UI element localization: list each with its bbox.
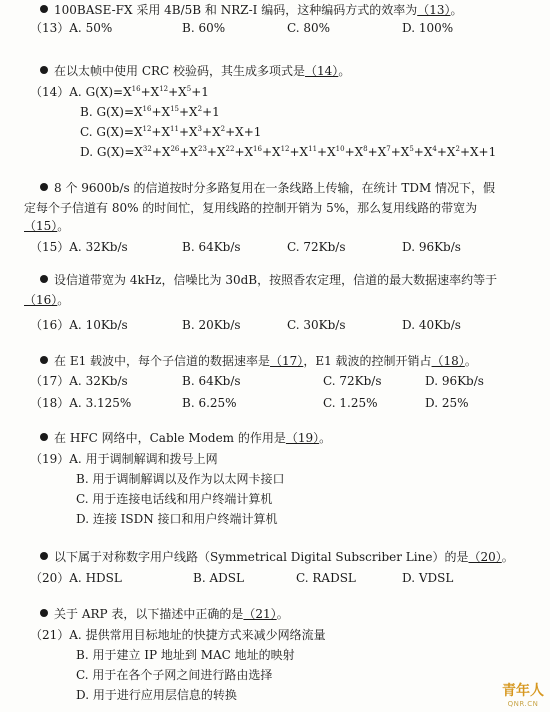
option-d: D. 96Kb/s (402, 240, 461, 254)
blank-18: （18） (431, 354, 465, 368)
question-16-options (0, 316, 550, 335)
question-21-options (0, 625, 550, 705)
option-b: B. 6.25% (182, 396, 237, 410)
poly-exponent: 11 (170, 125, 179, 133)
option-d: D. 96Kb/s (425, 374, 484, 388)
bullet-icon (40, 356, 48, 364)
poly-term: +X (413, 145, 433, 159)
poly-exponent: 22 (225, 145, 235, 153)
blank-17: （17） (270, 354, 304, 368)
question-13-options (0, 19, 550, 38)
poly-exponent: 10 (335, 145, 345, 153)
poly-exponent: 11 (308, 145, 318, 153)
poly-exponent: 2 (220, 125, 226, 133)
question-20-options (0, 569, 550, 588)
option-d: D. $G(X)=X^{32}+X^{26}+X^{23}+X^{22}+X^{16}+X^{12}+X^{11}+X^{10}+X^8+X^7+X^5+X^4+X^2+X+1$ (80, 145, 497, 159)
poly-exponent: 15 (170, 105, 179, 113)
option-b: B. 20Kb/s (182, 318, 241, 332)
poly-term: +X (178, 125, 198, 139)
poly-exponent: 5 (409, 145, 414, 153)
question-17-options (0, 372, 550, 391)
question-15-stem-line1: 8 个 9600b/s 的信道按时分多路复用在一条线路上传输，在统计 TDM 情况下，假 (40, 180, 550, 197)
poly-exponent: 4 (432, 145, 437, 153)
watermark-logo (502, 680, 544, 708)
poly-term: +X (179, 105, 198, 119)
blank-14: （14） (305, 64, 339, 78)
option-a: （20）A. HDSL (30, 571, 122, 585)
bullet-icon (40, 275, 48, 283)
question-19-stem: 在 HFC 网络中，Cable Modem 的作用是（19）。 (40, 430, 550, 447)
bullet-icon (40, 5, 48, 13)
option-d: D. 40Kb/s (402, 318, 461, 332)
poly-term: +X (344, 145, 364, 159)
blank-20: （20） (468, 550, 502, 564)
poly-exponent: 12 (142, 125, 152, 133)
question-16-stem-line2: （16）。 (24, 293, 70, 307)
polynomial-b (134, 105, 220, 119)
option-c: C. 80% (287, 21, 331, 35)
poly-exponent: 26 (170, 145, 180, 153)
poly-term: +X (179, 145, 198, 159)
watermark-text: 青年人 (502, 683, 544, 699)
question-13 (0, 2, 550, 38)
option-b: B. 用于调制解调以及作为以太网卡接口 (76, 472, 285, 486)
option-c: C. RADSL (296, 571, 356, 585)
blank-16: （16） (24, 293, 58, 307)
polynomial-d (134, 145, 496, 159)
poly-exponent: 2 (197, 105, 203, 113)
option-c: C. 72Kb/s (323, 374, 382, 388)
option-a: （19）A. 用于调制解调和拨号上网 (30, 452, 218, 466)
poly-term: +X (151, 145, 171, 159)
question-15-stem-line3: （15）。 (24, 219, 70, 233)
bullet-icon (40, 552, 48, 560)
option-c: C. 30Kb/s (287, 318, 346, 332)
poly-exponent: 23 (197, 145, 207, 153)
question-19 (0, 430, 550, 529)
option-a: （14）A. $G(X)=X^{16}+X^{12}+X^5+1$ (30, 85, 209, 99)
blank-21: （21） (243, 607, 277, 621)
poly-exponent: 16 (131, 85, 141, 93)
poly-exponent: 16 (253, 145, 262, 153)
question-14-stem: 在以太帧中使用 CRC 校验码，其生成多项式是（14）。 (40, 63, 550, 80)
polynomial-a (123, 85, 209, 99)
question-18-options (0, 394, 550, 413)
polynomial-c (134, 125, 261, 139)
option-d: D. VDSL (402, 571, 454, 585)
poly-term: +X+1 (225, 125, 262, 139)
poly-term: X (133, 125, 143, 139)
poly-term: +X (206, 145, 226, 159)
blank-19: （19） (285, 431, 320, 445)
poly-term: +X (168, 85, 187, 99)
question-15-stem-line2: 定每个子信道有 80% 的时间忙，复用线路的控制开销为 5%，那么复用线路的带宽为 (24, 201, 478, 215)
blank-13: （13） (417, 3, 451, 17)
question-21 (0, 606, 550, 705)
option-a: （15）A. 32Kb/s (30, 240, 128, 254)
question-20 (0, 549, 550, 588)
bullet-icon (40, 183, 48, 191)
poly-term: +X (289, 145, 309, 159)
question-17-18 (0, 353, 550, 413)
question-15 (0, 180, 550, 257)
poly-term: +X (151, 105, 171, 119)
poly-exponent: 32 (142, 145, 152, 153)
poly-term: +1 (191, 85, 209, 99)
poly-term: X (123, 85, 132, 99)
poly-exponent: 7 (386, 145, 391, 153)
poly-term: X (134, 145, 143, 159)
option-a: （16）A. 10Kb/s (30, 318, 128, 332)
poly-exponent: 12 (280, 145, 290, 153)
option-a: （13）A. 50% (30, 21, 113, 35)
option-d: D. 25% (425, 396, 469, 410)
option-c: C. 72Kb/s (287, 240, 346, 254)
question-14 (0, 63, 550, 162)
option-b: B. ADSL (193, 571, 244, 585)
option-c: C. 用于在各个子网之间进行路由选择 (76, 668, 273, 682)
poly-term: +X (367, 145, 387, 159)
question-14-options (0, 82, 550, 162)
poly-exponent: 16 (142, 105, 152, 113)
question-21-stem: 关于 ARP 表，以下描述中正确的是（21）。 (40, 606, 550, 623)
poly-term: +X+1 (459, 145, 497, 159)
watermark-url: QNR.CN (507, 700, 539, 708)
poly-term: +X (390, 145, 410, 159)
question-15-options (0, 238, 550, 257)
option-a: （17）A. 32Kb/s (30, 374, 128, 388)
option-d: D. 连接 ISDN 接口和用户终端计算机 (76, 512, 278, 526)
option-b: B. 64Kb/s (182, 374, 241, 388)
poly-term: +X (317, 145, 336, 159)
poly-term: +X (140, 85, 160, 99)
option-b: B. 64Kb/s (182, 240, 241, 254)
option-b: B. $G(X)=X^{16}+X^{15}+X^2+1$ (80, 105, 220, 119)
option-c: C. 用于连接电话线和用户终端计算机 (76, 492, 273, 506)
poly-term: X (134, 105, 143, 119)
poly-term: +X (202, 125, 221, 139)
option-d: D. 用于进行应用层信息的转换 (76, 688, 237, 702)
poly-term: +X (151, 125, 171, 139)
bullet-icon (40, 66, 48, 74)
poly-term: +X (436, 145, 456, 159)
option-a: （18）A. 3.125% (30, 396, 132, 410)
poly-term: +1 (202, 105, 220, 119)
poly-exponent: 3 (197, 125, 203, 133)
question-17-18-stem: 在 E1 载波中，每个子信道的数据速率是（17），E1 载波的控制开销占（18）。 (40, 353, 550, 370)
poly-term: +X (261, 145, 281, 159)
poly-exponent: 2 (455, 145, 460, 153)
option-b: B. 60% (182, 21, 226, 35)
poly-exponent: 12 (159, 85, 169, 93)
question-16-stem-line1: 设信道带宽为 4kHz，信噪比为 30dB，按照香农定理，信道的最大数据速率约等于 (40, 272, 550, 289)
blank-15: （15） (24, 219, 58, 233)
option-c: C. $G(X)=X^{12}+X^{11}+X^3+X^2+X+1$ (80, 125, 262, 139)
option-c: C. 1.25% (323, 396, 378, 410)
poly-term: +X (234, 145, 254, 159)
bullet-icon (40, 433, 48, 441)
question-19-options (0, 449, 550, 529)
bullet-icon (40, 609, 48, 617)
poly-exponent: 8 (363, 145, 368, 153)
question-16 (0, 272, 550, 335)
option-a: （21）A. 提供常用目标地址的快捷方式来减少网络流量 (30, 628, 326, 642)
question-13-stem: 100BASE-FX 采用 4B/5B 和 NRZ-I 编码，这种编码方式的效率为（13）。 (40, 2, 550, 19)
option-b: B. 用于建立 IP 地址到 MAC 地址的映射 (76, 648, 295, 662)
poly-exponent: 5 (186, 85, 192, 93)
question-20-stem: 以下属于对称数字用户线路（Symmetrical Digital Subscriber Line）的是（20）。 (40, 549, 550, 566)
option-d: D. 100% (402, 21, 454, 35)
